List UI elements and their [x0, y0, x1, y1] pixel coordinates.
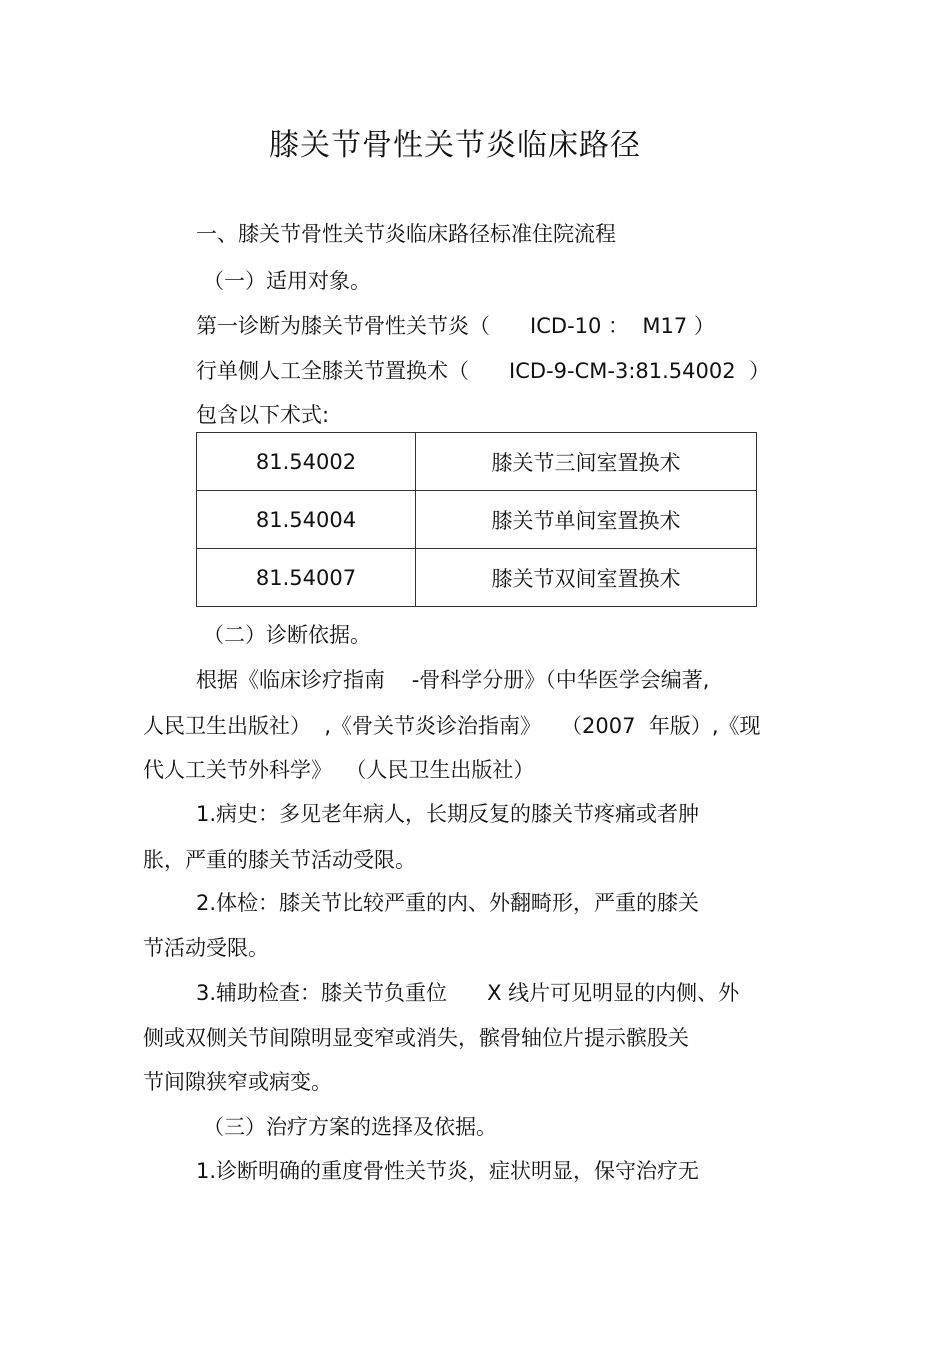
history-line: 胀，严重的膝关节活动受限。: [143, 848, 416, 872]
subsection-heading-applicable: （一）适用对象。: [203, 269, 371, 293]
table-row: [197, 433, 757, 491]
basis-line: 根据《临床诊疗指南 -骨科学分册》（中华医学会编著,: [196, 668, 710, 692]
procedure-code: 81.54004: [197, 491, 416, 549]
subsection-heading-treatment: （三）治疗方案的选择及依据。: [203, 1115, 497, 1139]
basis-line: 人民卫生出版社） ,《骨关节炎诊治指南》 （2007 年版）,《现: [143, 714, 761, 738]
aux-exam-line: 节间隙狭窄或病变。: [143, 1070, 332, 1094]
procedure-line: 行单侧人工全膝关节置换术（ ICD-9-CM-3:81.54002 ）: [196, 359, 770, 383]
table-row: [197, 491, 757, 549]
includes-label: 包含以下术式:: [196, 403, 330, 427]
document-title: 膝关节骨性关节炎临床路径: [269, 128, 641, 163]
procedure-name: 膝关节单间室置换术: [416, 491, 757, 549]
exam-line: 2.体检：膝关节比较严重的内、外翻畸形，严重的膝关: [196, 891, 700, 915]
subsection-heading-diagnosis: （二）诊断依据。: [203, 623, 371, 647]
exam-line: 节活动受限。: [143, 936, 269, 960]
table-row: [197, 549, 757, 607]
section-heading: 一、膝关节骨性关节炎临床路径标准住院流程: [196, 222, 616, 246]
procedure-name: 膝关节三间室置换术: [416, 433, 757, 491]
history-line: 1.病史：多见老年病人，长期反复的膝关节疼痛或者肿: [196, 802, 700, 826]
aux-exam-line: 侧或双侧关节间隙明显变窄或消失，髌骨轴位片提示髌股关: [143, 1026, 689, 1050]
procedure-code: 81.54007: [197, 549, 416, 607]
basis-line: 代人工关节外科学》 （人民卫生出版社）: [143, 758, 535, 782]
procedure-name: 膝关节双间室置换术: [416, 549, 757, 607]
procedures-table: [196, 432, 757, 607]
procedure-code: 81.54002: [197, 433, 416, 491]
treatment-line: 1.诊断明确的重度骨性关节炎，症状明显，保守治疗无: [196, 1159, 700, 1183]
diagnosis-line: 第一诊断为膝关节骨性关节炎（ ICD-10 ： M17 ）: [196, 314, 715, 338]
aux-exam-line: 3.辅助检查：膝关节负重位 X 线片可见明显的内侧、外: [196, 981, 740, 1005]
